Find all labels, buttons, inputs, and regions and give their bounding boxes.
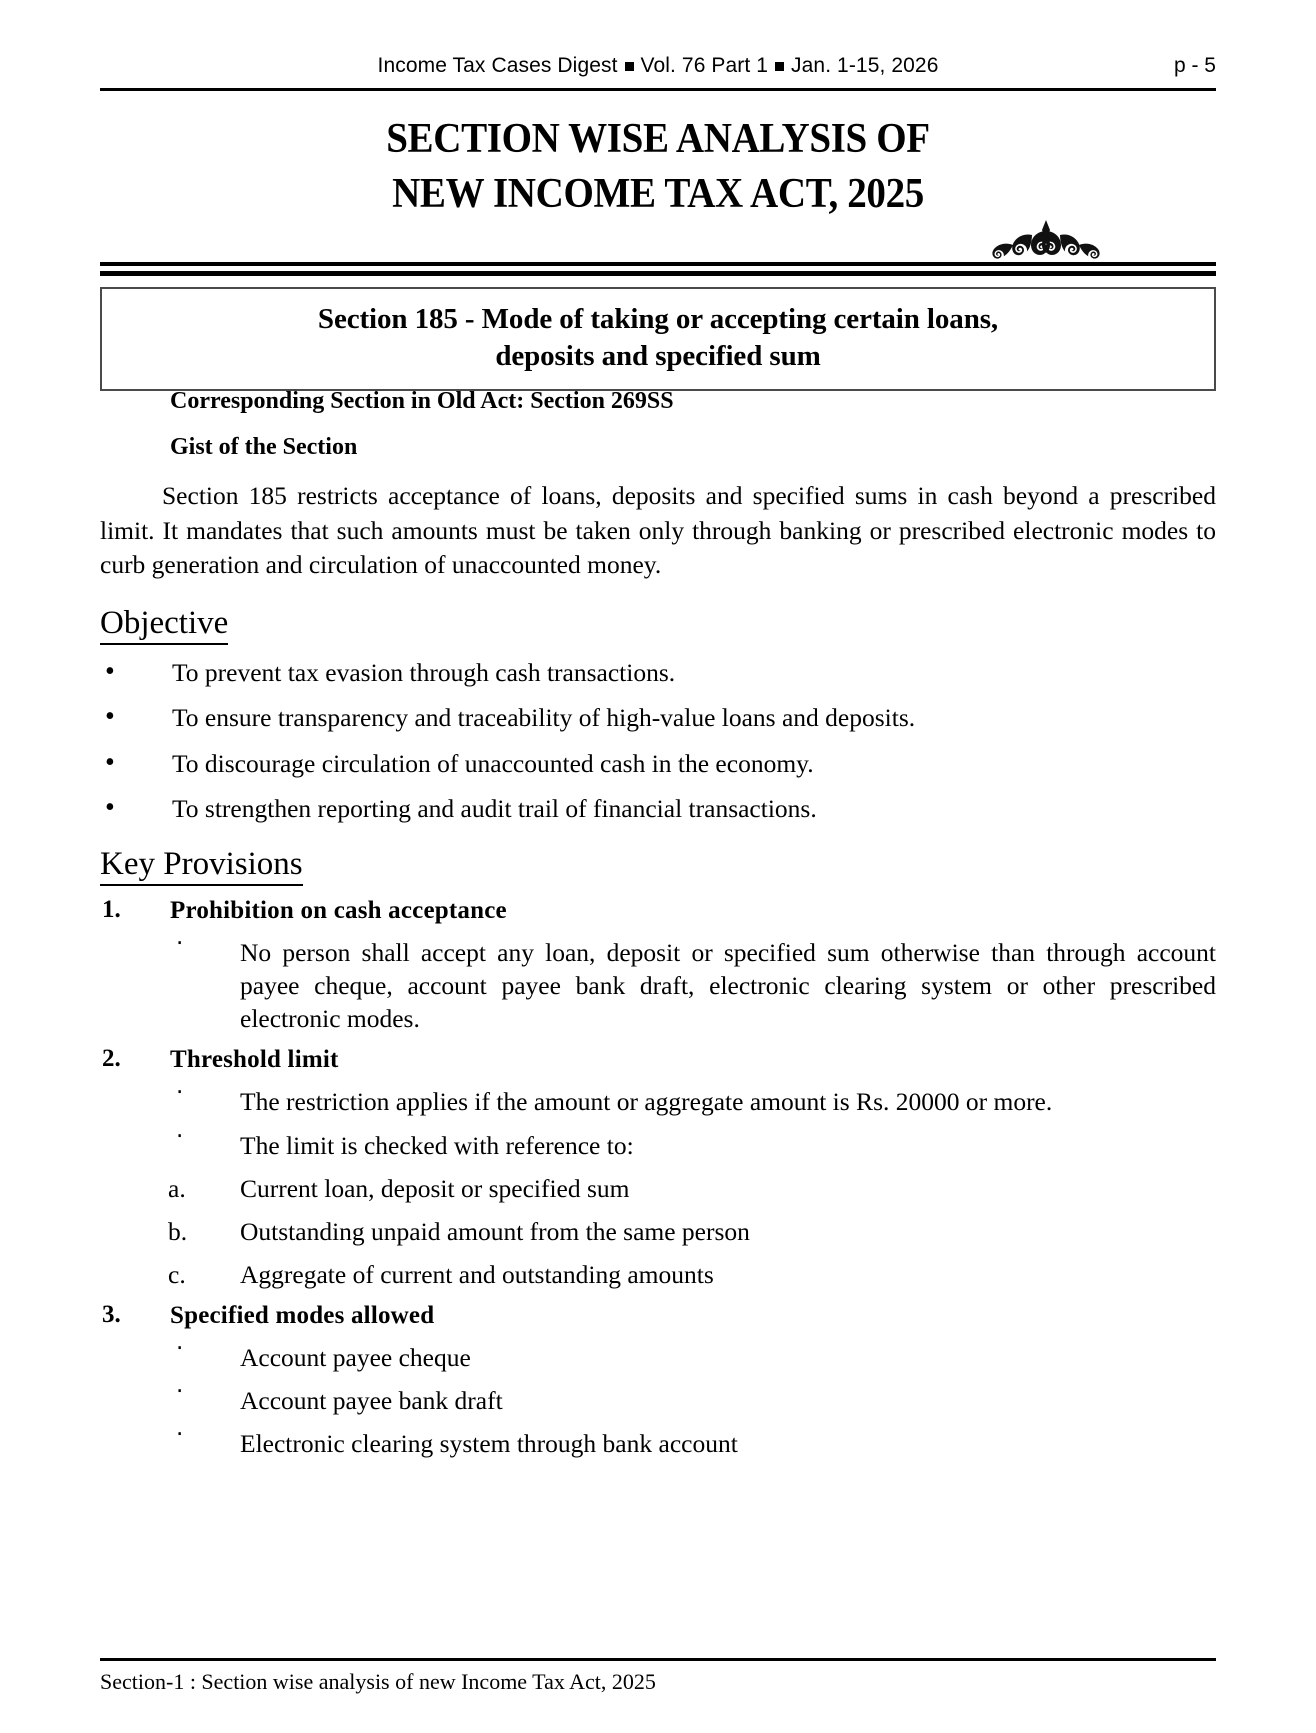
objective-heading-text: Objective: [100, 605, 228, 645]
document-title-line2: NEW INCOME TAX ACT, 2025: [392, 170, 924, 217]
volume-part: Vol. 76 Part 1: [640, 54, 769, 77]
list-item: [100, 1301, 1216, 1460]
list-item: [100, 1422, 1216, 1460]
list-item-text: Outstanding unpaid amount from the same person: [240, 1216, 750, 1246]
list-item-text: Current loan, deposit or specified sum: [240, 1173, 630, 1203]
alpha-marker: b.: [168, 1216, 188, 1246]
list-item: [100, 1336, 1216, 1374]
title-divider-double-rule: [100, 262, 1216, 276]
provision-subitem-list: [100, 1080, 1216, 1291]
list-item-text: The restriction applies if the amount or aggregate amount is Rs. 20000 or more.: [240, 1087, 1053, 1117]
list-item-text: Electronic clearing system through bank account: [240, 1429, 738, 1459]
alpha-marker: c.: [168, 1260, 186, 1290]
issue-date: Jan. 1-15, 2026: [791, 54, 939, 77]
list-item-text: To discourage circulation of unaccounted cash in the economy.: [172, 748, 814, 778]
list-item: [100, 1172, 1216, 1205]
list-item-text: To strengthen reporting and audit trail of financial transactions.: [172, 793, 817, 823]
key-provisions-heading: [100, 846, 1216, 886]
document-title-line1: SECTION WISE ANALYSIS OF: [386, 116, 930, 162]
bullet-dot-icon: •: [105, 701, 115, 733]
list-item-text: Aggregate of current and outstanding amounts: [240, 1260, 714, 1290]
key-provisions-list: [100, 896, 1216, 1461]
bullet-dot-icon: •: [105, 656, 115, 688]
list-item: [100, 1215, 1216, 1248]
provision-subitem-list: [100, 1336, 1216, 1460]
alpha-marker: a.: [168, 1173, 186, 1203]
sub-bullet-dot-icon: ‧: [176, 1379, 184, 1405]
page-number: p - 5: [1173, 54, 1216, 77]
list-item-text: The limit is checked with reference to:: [240, 1130, 634, 1160]
list-item: [100, 702, 1216, 733]
list-item: [100, 1379, 1216, 1417]
list-item: [100, 657, 1216, 688]
footer-divider-rule: [100, 1658, 1216, 1661]
header-divider-rule: [100, 88, 1216, 91]
corresponding-section-label: Corresponding Section in Old Act: Section 269SS: [170, 388, 674, 414]
journal-name: Income Tax Cases Digest: [377, 54, 618, 77]
list-item-text: To prevent tax evasion through cash transactions.: [172, 658, 676, 688]
objective-list: [100, 657, 1216, 823]
document-title: [139, 112, 1177, 221]
list-item-text: Account payee cheque: [240, 1343, 471, 1373]
black-square-bullet-icon: [625, 62, 634, 71]
provision-title: Threshold limit: [170, 1046, 339, 1074]
provision-number: 2.: [102, 1045, 121, 1073]
sub-bullet-dot-icon: ‧: [176, 1422, 184, 1448]
document-body: [100, 383, 1216, 1471]
gist-paragraph: Section 185 restricts acceptance of loans, deposits and specified sums in cash beyond a prescribed limit. It mandates that such amounts must be taken only through banking or prescribed electronic modes to curb generation and circulation of unaccounted money.: [100, 481, 1216, 580]
sub-bullet-dot-icon: ‧: [176, 1080, 184, 1106]
running-head-title: [378, 54, 939, 78]
objective-heading: [100, 605, 1216, 645]
gist-heading: Gist of the Section: [170, 434, 358, 460]
list-item: [100, 1258, 1216, 1291]
provision-number: 3.: [102, 1301, 121, 1329]
provision-title: Prohibition on cash acceptance: [170, 897, 507, 925]
provision-number: 1.: [102, 896, 121, 924]
list-item: [100, 793, 1216, 824]
bullet-dot-icon: •: [105, 791, 115, 823]
list-item: [100, 931, 1216, 1035]
list-item: [100, 896, 1216, 1035]
sub-bullet-dot-icon: ‧: [176, 931, 184, 957]
sub-bullet-dot-icon: ‧: [176, 1123, 184, 1149]
list-item-text: Account payee bank draft: [240, 1386, 503, 1416]
key-provisions-heading-text: Key Provisions: [100, 846, 303, 886]
list-item: [100, 1080, 1216, 1118]
bullet-dot-icon: •: [105, 746, 115, 778]
provision-subitem-list: [100, 931, 1216, 1035]
list-item: [100, 1045, 1216, 1291]
footer-caption: Section-1 : Section wise analysis of new Income Tax Act, 2025: [100, 1669, 656, 1694]
black-square-bullet-icon: [775, 62, 784, 71]
section-heading-line1: Section 185 - Mode of taking or accepting certain loans,: [317, 303, 999, 335]
list-item: [100, 748, 1216, 779]
section-heading-box: [100, 287, 1216, 391]
list-item-text: No person shall accept any loan, deposit or specified sum otherwise than through account payee cheque, account payee bank draft, electronic clearing system or other prescribed electronic modes.: [240, 938, 1216, 1034]
running-head: [100, 54, 1216, 84]
list-item-text: To ensure transparency and traceability of high-value loans and deposits.: [172, 703, 916, 733]
section-heading-line2: deposits and specified sum: [495, 340, 821, 373]
sub-bullet-dot-icon: ‧: [176, 1336, 184, 1362]
provision-title: Specified modes allowed: [170, 1302, 435, 1330]
decorative-flourish-icon: [946, 218, 1146, 264]
list-item: [100, 1123, 1216, 1162]
